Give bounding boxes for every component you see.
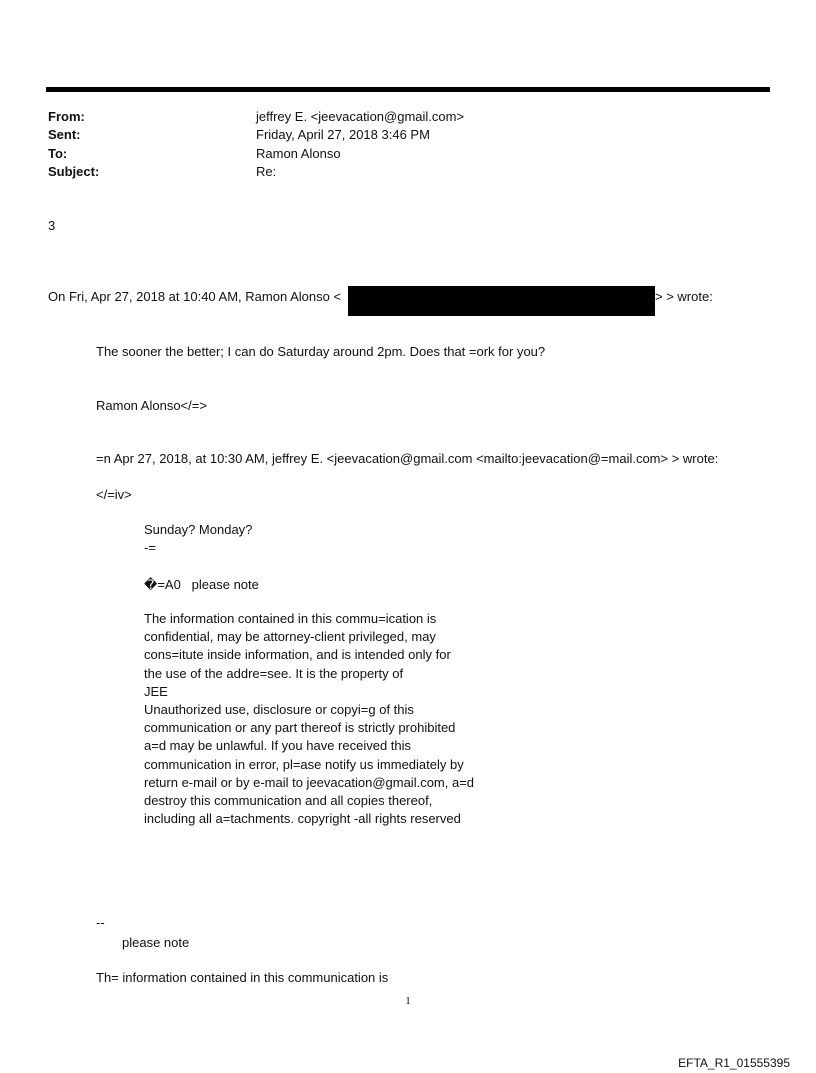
quote-signature: Ramon Alonso</=> — [96, 398, 207, 413]
from-value: jeffrey E. <jeevacation@gmail.com> — [256, 109, 465, 124]
disclaimer-line: communication in error, pl=ase notify us immediately by — [144, 756, 464, 772]
signature-note: please note — [122, 935, 190, 950]
quote-intro-prefix: On Fri, Apr 27, 2018 at 10:40 AM, Ramon Alonso < — [48, 289, 342, 304]
bates-number: EFTA_R1_01555395 — [678, 1056, 790, 1070]
nested-intro: =n Apr 27, 2018, at 10:30 AM, jeffrey E. <jeevacation@gmail.com <mailto:jeevacation@=mail.com> > wrote: — [96, 451, 719, 466]
to-label: To: — [48, 146, 68, 161]
subject-label: Subject: — [48, 164, 100, 179]
disclaimer-line: destroy this communication and all copies thereof, — [144, 793, 433, 809]
header-rule — [46, 87, 770, 92]
disclaimer-line: a=d may be unlawful. If you have received this — [144, 738, 412, 754]
sent-value: Friday, April 27, 2018 3:46 PM — [256, 127, 430, 142]
subject-value: Re: — [256, 164, 277, 179]
sent-label: Sent: — [48, 127, 81, 142]
page-number: 1 — [405, 995, 411, 1007]
from-label: From: — [48, 109, 85, 124]
redaction-box — [348, 286, 655, 316]
disclaimer-line: cons=itute inside information, and is intended only for — [144, 647, 451, 663]
quote-line: The sooner the better; I can do Saturday around 2pm. Does that =ork for you? — [96, 344, 546, 359]
to-value: Ramon Alonso — [256, 146, 341, 161]
reply-text: 3 — [48, 218, 56, 233]
disclaimer-line: confidential, may be attorney-client privileged, may — [144, 629, 436, 645]
disclaimer-line: Unauthorized use, disclosure or copyi=g of this — [144, 702, 414, 718]
disclaimer-line: JEE — [144, 683, 168, 699]
quote-intro-suffix: > > wrote: — [655, 289, 713, 304]
trailing-line: Th= information contained in this communication is — [96, 970, 389, 985]
nested-div-text: </=iv> — [96, 487, 132, 502]
disclaimer-block — [144, 610, 524, 828]
disclaimer-line: including all a=tachments. copyright -all rights reserved — [144, 811, 461, 827]
nested-line: -= — [144, 540, 156, 555]
disclaimer-line: The information contained in this commu=ication is — [144, 611, 437, 626]
signature-dashes: -- — [96, 915, 105, 930]
nested-note: �=A0 please note — [144, 577, 259, 592]
disclaimer-line: communication or any part thereof is strictly prohibited — [144, 720, 456, 736]
disclaimer-line: return e-mail or by e-mail to jeevacation@gmail.com, a=d — [144, 774, 475, 790]
nested-line: Sunday? Monday? — [144, 522, 253, 537]
disclaimer-line: the use of the addre=see. It is the property of — [144, 665, 404, 681]
